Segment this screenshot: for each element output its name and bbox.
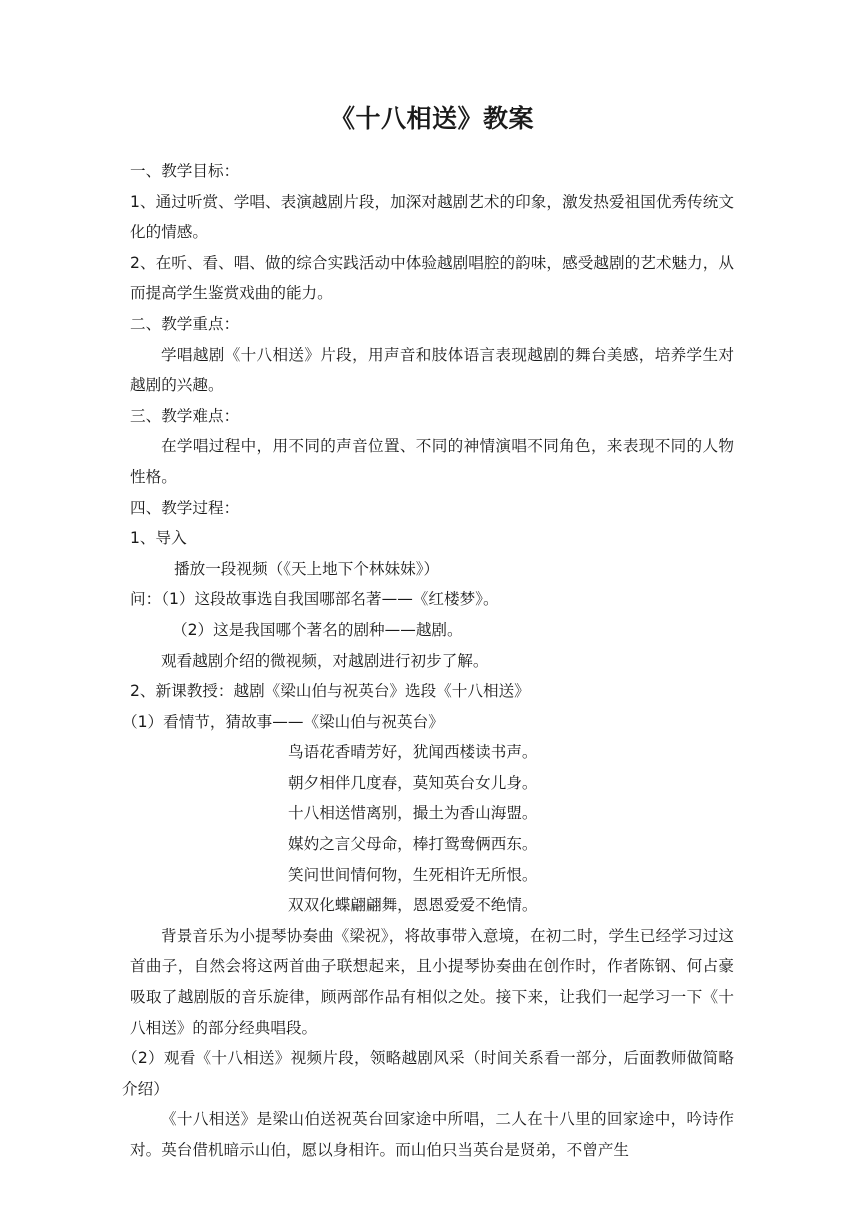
key-points-paragraph: 学唱越剧《十八相送》片段，用声音和肢体语言表现越剧的舞台美感，培养学生对越剧的兴趣。 — [130, 345, 734, 395]
sub-step-1: （1）看情节，猜故事——《梁山伯与祝英台》 — [122, 712, 444, 731]
document-page — [122, 92, 734, 1166]
poem-line: 十八相送惜离别，撮土为香山海盟。 — [288, 804, 538, 823]
poem-line: 媒妁之言父母命，棒打鸳鸯俩西东。 — [288, 835, 538, 854]
background-music-paragraph: 背景音乐为小提琴协奏曲《梁祝》，将故事带入意境，在初二时，学生已经学习过这首曲子，自然会将这两首曲子联想起来，且小提琴协奏曲在创作时，作者陈钢、何占豪吸取了越剧版的音乐旋律，顾两部作品有相似之处。接下来，让我们一起学习一下《十八相送》的部分经典唱段。 — [130, 926, 734, 1037]
story-paragraph: 《十八相送》是梁山伯送祝英台回家途中所唱，二人在十八里的回家途中，吟诗作对。英台借机暗示山伯，愿以身相许。而山伯只当英台是贤弟，不曾产生 — [130, 1110, 734, 1159]
step-intro-heading: 1、导入 — [130, 529, 187, 548]
section-heading-key-points: 二、教学重点： — [130, 314, 240, 333]
sub-step-2: （2）观看《十八相送》视频片段，领略越剧风采（时间关系看一部分，后面教师做简略介绍） — [122, 1049, 734, 1098]
poem-line: 鸟语花香晴芳好，犹闻西楼读书声。 — [288, 743, 538, 762]
poem-line: 朝夕相伴几度春，莫知英台女儿身。 — [288, 773, 538, 792]
question-1: 问：（1）这段故事选自我国哪部名著——《红楼梦》。 — [130, 590, 499, 609]
question-2: （2）这是我国哪个著名的剧种——越剧。 — [172, 620, 463, 639]
intro-video-line: 播放一段视频（《天上地下个林妹妹》） — [174, 559, 440, 578]
step-new-lesson-heading: 2、新课教授：越剧《梁山伯与祝英台》选段《十八相送》 — [130, 682, 530, 701]
document-title: 《十八相送》教案 — [329, 104, 534, 133]
poem-line: 笑问世间情何物，生死相许无所恨。 — [288, 865, 538, 884]
objective-2: 2、在听、看、唱、做的综合实践活动中体验越剧唱腔的韵味，感受越剧的艺术魅力，从而提高学生鉴赏戏曲的能力。 — [130, 253, 734, 303]
poem-line: 双双化蝶翩翩舞，恩恩爱爱不绝情。 — [288, 896, 538, 915]
section-heading-process: 四、教学过程： — [130, 498, 240, 517]
objective-1: 1、通过听赏、学唱、表演越剧片段，加深对越剧艺术的印象，激发热爱祖国优秀传统文化的情感。 — [130, 192, 734, 242]
difficulties-paragraph: 在学唱过程中，用不同的声音位置、不同的神情演唱不同角色，来表现不同的人物性格。 — [130, 437, 734, 486]
section-heading-difficulties: 三、教学难点： — [130, 406, 240, 425]
section-heading-objectives: 一、教学目标： — [130, 162, 240, 180]
micro-video-line: 观看越剧介绍的微视频，对越剧进行初步了解。 — [161, 651, 489, 670]
